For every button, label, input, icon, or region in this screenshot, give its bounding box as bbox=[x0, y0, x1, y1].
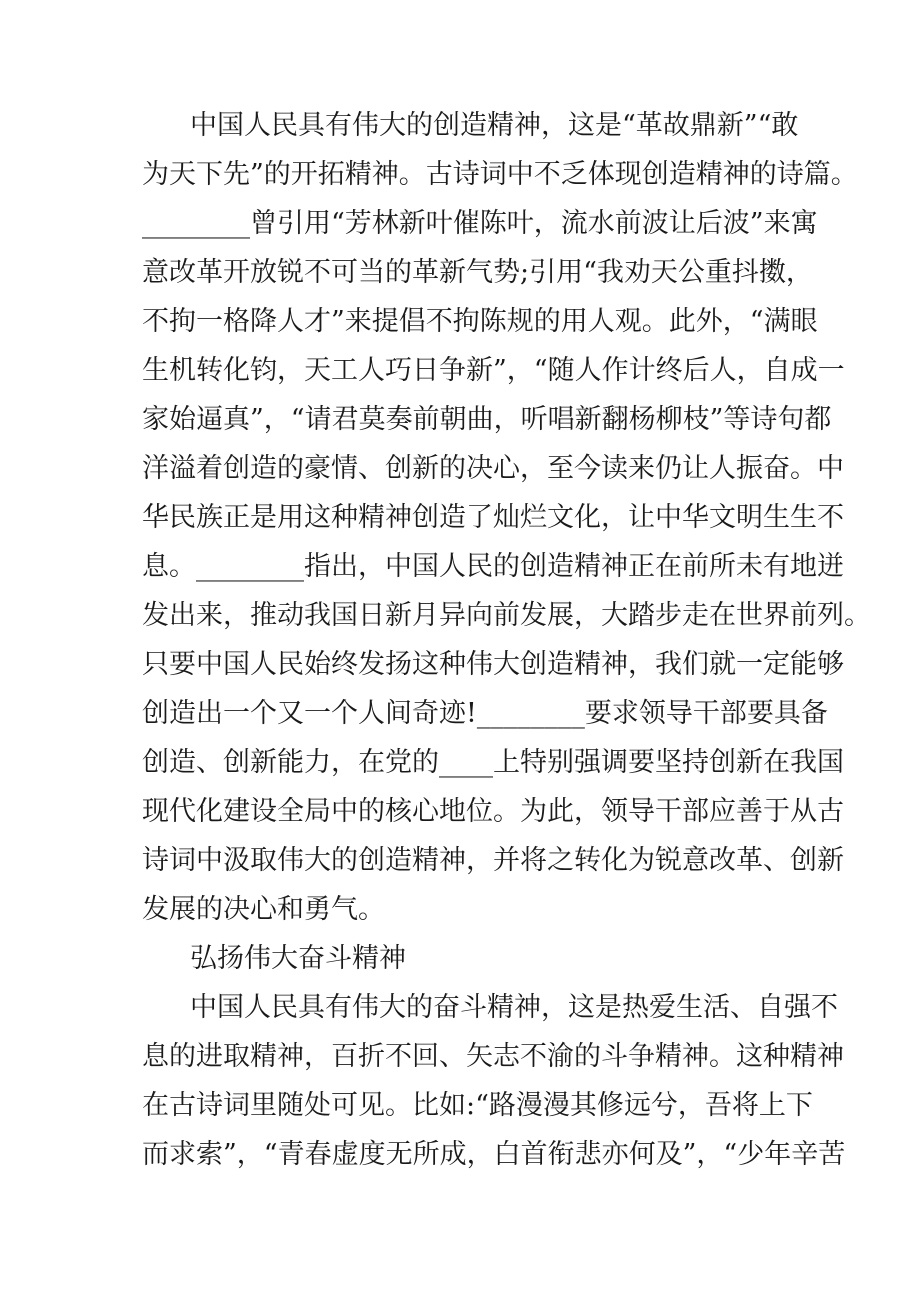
paragraph-1-line-1: 中国人民具有伟大的创造精神，这是“革故鼎新”“敢 bbox=[190, 110, 799, 141]
paragraph-2-line-3: 在古诗词里随处可见。比如:“路漫漫其修远兮，吾将上下 bbox=[142, 1090, 813, 1121]
paragraph-1-line-6: 生机转化钧，天工人巧日争新”，“随人作计终后人，自成一 bbox=[142, 355, 845, 386]
paragraph-1-line-8: 洋溢着创造的豪情、创新的决心，至今读来仍让人振奋。中 bbox=[142, 453, 844, 484]
paragraph-1-line-16: 诗词中汲取伟大的创造精神，并将之转化为锐意改革、创新 bbox=[142, 845, 844, 876]
section-heading: 弘扬伟大奋斗精神 bbox=[190, 943, 406, 974]
paragraph-1-line-7: 家始逼真”，“请君莫奏前朝曲，听唱新翻杨柳枝”等诗句都 bbox=[142, 404, 832, 435]
paragraph-1-line-13: 创造出一个又一个人间奇迹!________要求领导干部要具备 bbox=[142, 698, 828, 729]
paragraph-1-line-2: 为天下先”的开拓精神。古诗词中不乏体现创造精神的诗篇。 bbox=[142, 159, 858, 190]
paragraph-1-line-17: 发展的决心和勇气。 bbox=[142, 894, 385, 925]
paragraph-2-line-2: 息的进取精神，百折不回、矢志不渝的斗争精神。这种精神 bbox=[142, 1041, 844, 1072]
paragraph-1-line-14: 创造、创新能力，在党的____上特别强调要坚持创新在我国 bbox=[142, 747, 844, 778]
paragraph-1-line-10: 息。________指出，中国人民的创造精神正在前所未有地迸 bbox=[142, 551, 844, 582]
paragraph-1-line-4: 意改革开放锐不可当的革新气势;引用“我劝天公重抖擞， bbox=[142, 257, 813, 288]
paragraph-1-line-12: 只要中国人民始终发扬这种伟大创造精神，我们就一定能够 bbox=[142, 649, 844, 680]
paragraph-1-line-9: 华民族正是用这种精神创造了灿烂文化，让中华文明生生不 bbox=[142, 502, 844, 533]
paragraph-1-line-5: 不拘一格降人才”来提倡不拘陈规的用人观。此外，“满眼 bbox=[142, 306, 818, 337]
paragraph-2-line-4: 而求索”，“青春虚度无所成，白首衔悲亦何及”，“少年辛苦 bbox=[142, 1139, 846, 1170]
paragraph-1-line-11: 发出来，推动我国日新月异向前发展，大踏步走在世界前列。 bbox=[142, 600, 871, 631]
paragraph-1-line-3: ________曾引用“芳林新叶催陈叶，流水前波让后波”来寓 bbox=[142, 208, 818, 239]
paragraph-1-line-15: 现代化建设全局中的核心地位。为此，领导干部应善于从古 bbox=[142, 796, 844, 827]
paragraph-2-line-1: 中国人民具有伟大的奋斗精神，这是热爱生活、自强不 bbox=[190, 992, 838, 1023]
